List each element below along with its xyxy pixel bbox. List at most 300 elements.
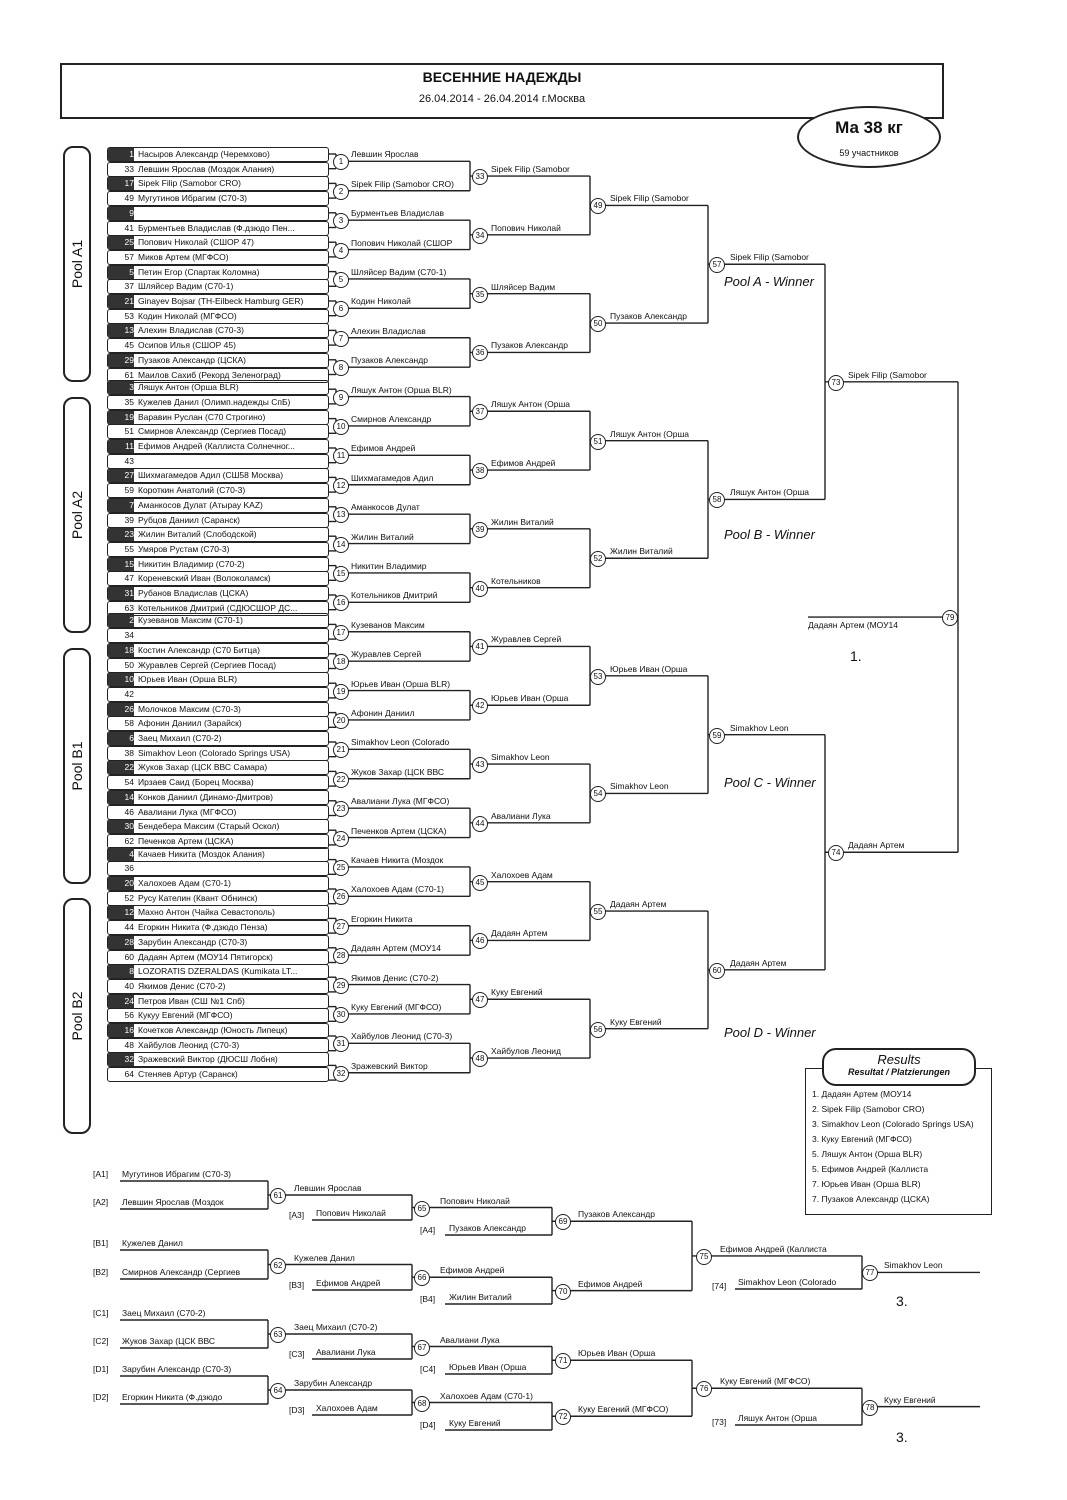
entry-name: Ginayev Bojsar (TH-Eilbeck Hamburg GER): [138, 296, 304, 306]
entry-row: [107, 395, 329, 410]
entry-seed: 41: [124, 222, 134, 233]
match-number-40: 40: [472, 581, 488, 597]
entry-row: [107, 483, 329, 498]
results-heading: [822, 1048, 976, 1086]
match-number-73: 73: [828, 375, 844, 391]
match-number-17: 17: [333, 625, 349, 641]
rep-drop2-name: Юрьев Иван (Орша: [449, 1362, 527, 1372]
entry-seed: 59: [124, 485, 134, 496]
round1-winner: Авалиани Лука (МГФСО): [351, 796, 450, 807]
match-number-60: 60: [709, 963, 725, 979]
rep-r4-winner: Ефимов Андрей (Каллиста: [720, 1243, 827, 1254]
round1-winner: Simakhov Leon (Colorado: [351, 737, 450, 748]
pool-b-winner-label: Pool B - Winner: [724, 527, 815, 542]
match-number-3: 3: [333, 213, 349, 229]
entry-row: [107, 716, 329, 731]
match-number-70: 70: [555, 1284, 571, 1300]
round2-winner: Дадаян Артем: [491, 928, 548, 939]
rep-seed-tag: [B2]: [93, 1267, 109, 1277]
entry-row: [107, 746, 329, 761]
match-number-25: 25: [333, 860, 349, 876]
entry-seed: 8: [108, 965, 134, 978]
match-number-14: 14: [333, 537, 349, 553]
rep-r2-winner: Авалиани Лука: [440, 1334, 500, 1345]
rep-drop-tag: [B3]: [289, 1280, 305, 1290]
round2-winner: Шляйсер Вадим: [491, 281, 556, 292]
match-number-67: 67: [414, 1340, 430, 1356]
match-number-4: 4: [333, 243, 349, 259]
rep-entry: Заец Михаил (С70-2): [122, 1308, 206, 1318]
event-date: 26.04.2014 - 26.04.2014 г.Москва: [418, 93, 586, 105]
match-number-72: 72: [555, 1409, 571, 1425]
entry-name: Кодин Николай (МГФСО): [138, 310, 237, 321]
entry-seed: 19: [108, 411, 134, 424]
entry-row: [107, 454, 329, 469]
match-number-32: 32: [333, 1066, 349, 1082]
entry-row: [107, 819, 329, 834]
round2-winner: Журавлев Сергей: [491, 634, 562, 645]
result-row: 5. Ефимов Андрей (Каллиста: [812, 1164, 929, 1174]
round1-winner: Шихмагамедов Адил: [351, 472, 434, 483]
round1-winner: Левшин Ярослав: [351, 149, 419, 160]
match-number-50: 50: [590, 316, 606, 332]
entry-row: [107, 338, 329, 353]
match-number-61: 61: [270, 1188, 286, 1204]
third-place-mark: 3.: [896, 1429, 908, 1445]
bronze-winner: Simakhov Leon: [884, 1260, 943, 1271]
first-place-mark: 1.: [850, 648, 862, 664]
round1-winner: Качаев Никита (Моздок: [351, 854, 444, 865]
rep-seed-tag: [D1]: [93, 1364, 109, 1374]
entry-seed: 22: [108, 761, 134, 774]
entry-name: Осипов Илья (СШОР 45): [138, 340, 236, 351]
entry-name: Попович Николай (СШОР 47): [138, 237, 254, 248]
round2-winner: Ляшук Антон (Орша: [491, 399, 570, 410]
entry-seed: 46: [124, 806, 134, 817]
entry-row: [107, 905, 329, 920]
match-number-10: 10: [333, 419, 349, 435]
rep-drop-name: Халохоев Адам: [316, 1403, 378, 1413]
entry-name: Жуков Захар (ЦСК ВВС Самара): [138, 762, 268, 773]
pool-b2: Pool B2: [63, 898, 91, 1134]
match-number-41: 41: [472, 639, 488, 655]
result-row: 2. Sipek Filip (Samobor CRO): [812, 1104, 925, 1114]
entry-name: Ляшук Антон (Орша BLR): [138, 382, 239, 393]
rep-drop-name: Попович Николай: [316, 1208, 386, 1218]
round1-winner: Журавлев Сергей: [351, 649, 422, 660]
rep-seed-tag: [A1]: [93, 1169, 109, 1179]
match-number-57: 57: [709, 257, 725, 273]
entry-row: [107, 1038, 329, 1053]
match-number-74: 74: [828, 845, 844, 861]
round1-winner: Афонин Даниил: [351, 707, 415, 718]
entry-name: Маилов Сахиб (Рекорд Зеленоград): [138, 369, 281, 380]
match-number-30: 30: [333, 1007, 349, 1023]
result-row: 1. Дадаян Артем (МОУ14: [812, 1089, 912, 1099]
entry-seed: 5: [108, 266, 134, 279]
entry-row: [107, 323, 329, 338]
rep-drop2-name: Куку Евгений: [449, 1418, 501, 1428]
rep-entry: Жуков Захар (ЦСК ВВС: [122, 1336, 216, 1346]
rep-drop-tag: [A3]: [289, 1210, 305, 1220]
rep-drop-tag: [D3]: [289, 1405, 305, 1415]
entry-name: Афонин Даниил (Зарайск): [138, 718, 242, 729]
match-number-20: 20: [333, 713, 349, 729]
round1-winner: Алехин Владислав: [351, 325, 426, 336]
entry-name: Бурментьев Владислав (Ф.дзюдо Пен...: [138, 222, 295, 233]
round1-winner: Попович Николай (СШОР: [351, 237, 453, 248]
match-number-26: 26: [333, 889, 349, 905]
entry-name: Авалиани Лука (МГФСО): [138, 806, 237, 817]
match-number-42: 42: [472, 698, 488, 714]
entry-row: [107, 380, 329, 395]
pool-a1: Pool A1: [63, 146, 91, 382]
entry-name: Юрьев Иван (Орша BLR): [138, 674, 238, 685]
entry-seed: 30: [108, 820, 134, 833]
match-number-27: 27: [333, 919, 349, 935]
entry-row: [107, 1008, 329, 1023]
entry-name: Ефимов Андрей (Каллиста Солнечног...: [138, 441, 295, 451]
entry-row: [107, 628, 329, 643]
entry-name: Рубанов Владислав (ЦСКА): [138, 588, 249, 598]
entry-name: Конков Даниил (Динамо-Дмитров): [138, 791, 273, 802]
entry-row: [107, 279, 329, 294]
match-number-43: 43: [472, 757, 488, 773]
round4-winner: Ляшук Антон (Орша: [730, 487, 809, 498]
round1-winner: Егоркин Никита: [351, 913, 413, 924]
match-number-19: 19: [333, 684, 349, 700]
match-number-47: 47: [472, 992, 488, 1008]
semifinal-winner: Дадаян Артем: [848, 840, 905, 851]
rep-seed-tag: [B1]: [93, 1238, 109, 1248]
match-number-2: 2: [333, 184, 349, 200]
entry-row: [107, 994, 329, 1009]
match-number-45: 45: [472, 875, 488, 891]
entry-seed: 14: [108, 791, 134, 804]
entry-row: [107, 935, 329, 950]
round3-winner: Sipek Filip (Samobor: [610, 193, 689, 204]
entry-name: Умяров Рустам (С70-3): [138, 543, 230, 554]
match-number-37: 37: [472, 404, 488, 420]
entry-row: [107, 586, 329, 601]
entry-seed: 13: [108, 324, 134, 337]
match-number-68: 68: [414, 1396, 430, 1412]
rep-entry: Смирнов Александр (Сергиев: [122, 1267, 241, 1277]
entry-name: Шляйсер Вадим (С70-1): [138, 281, 234, 292]
entry-seed: 33: [124, 163, 134, 174]
entry-name: Короткин Анатолий (С70-3): [138, 485, 246, 496]
match-number-28: 28: [333, 948, 349, 964]
entry-name: Кочетков Александр (Юность Липецк): [138, 1025, 288, 1035]
entry-row: [107, 513, 329, 528]
entry-row: [107, 468, 329, 483]
entry-name: Дадаян Артем (МОУ14 Пятигорск): [138, 951, 273, 962]
match-number-52: 52: [590, 551, 606, 567]
entry-seed: 53: [124, 310, 134, 321]
entry-name: Аманкосов Дулат (Атырау KAZ): [138, 499, 263, 510]
round3-winner: Жилин Виталий: [610, 546, 673, 557]
entry-row: [107, 571, 329, 586]
match-number-46: 46: [472, 933, 488, 949]
entry-name: Никитин Владимир (С70-2): [138, 558, 245, 569]
entry-row: [107, 1052, 329, 1067]
pool-c-winner-label: Pool C - Winner: [724, 775, 816, 790]
round2-winner: Юрьев Иван (Орша: [491, 693, 569, 704]
entry-seed: 3: [108, 381, 134, 394]
match-number-23: 23: [333, 801, 349, 817]
round1-winner: Хайбулов Леонид (С70-3): [351, 1031, 453, 1042]
round1-winner: Дадаян Артем (МОУ14: [351, 943, 441, 954]
entry-name: Левшин Ярослав (Моздок Алания): [138, 163, 275, 174]
rep-r1-winner: Зарубин Александр: [294, 1378, 373, 1388]
entry-seed: 43: [124, 455, 134, 466]
entry-name: Рубцов Даниил (Саранск): [138, 514, 240, 525]
entry-name: Алехин Владислав (С70-3): [138, 325, 244, 336]
entry-row: [107, 760, 329, 775]
entry-seed: 34: [124, 630, 134, 641]
rep-entry: Левшин Ярослав (Моздок: [122, 1197, 224, 1207]
round1-winner: Юрьев Иван (Орша BLR): [351, 678, 451, 689]
entry-row: [107, 439, 329, 454]
entry-row: [107, 658, 329, 673]
rep-r4-winner: Куку Евгений (МГФСО): [720, 1376, 811, 1387]
match-number-6: 6: [333, 301, 349, 317]
match-number-79: 79: [942, 610, 958, 626]
entry-seed: 37: [124, 281, 134, 292]
entry-row: [107, 1067, 329, 1082]
entry-seed: 60: [124, 951, 134, 962]
match-number-44: 44: [472, 816, 488, 832]
match-number-66: 66: [414, 1270, 430, 1286]
match-number-64: 64: [270, 1383, 286, 1399]
entry-seed: 55: [124, 543, 134, 554]
result-row: 5. Ляшук Антон (Орша BLR): [812, 1149, 923, 1159]
entry-name: Кузеванов Максим (С70-1): [138, 615, 243, 626]
entry-row: [107, 221, 329, 236]
entry-row: [107, 805, 329, 820]
rep-cross-tag: [74]: [712, 1281, 727, 1291]
entry-name: Жилин Виталий (Слободской): [138, 529, 257, 540]
entry-row: [107, 176, 329, 191]
entry-name: Егоркин Никита (Ф.дзюдо Пенза): [138, 922, 268, 933]
round3-winner: Ляшук Антон (Орша: [610, 428, 689, 439]
entry-row: [107, 731, 329, 746]
bronze-winner: Куку Евгений: [884, 1394, 936, 1405]
entry-row: [107, 191, 329, 206]
entry-seed: 64: [124, 1069, 134, 1080]
entry-row: [107, 353, 329, 368]
entry-name: Молочков Максим (С70-3): [138, 703, 241, 714]
entry-row: [107, 294, 329, 309]
entry-seed: 9: [108, 207, 134, 220]
participant-count: 59 участников: [839, 148, 899, 158]
match-number-8: 8: [333, 360, 349, 376]
entry-row: [107, 542, 329, 557]
results-table: [805, 1068, 992, 1215]
match-number-54: 54: [590, 786, 606, 802]
pool-a2: Pool A2: [63, 397, 91, 633]
entry-row: [107, 920, 329, 935]
round2-winner: Котельников: [491, 575, 541, 586]
entry-seed: 49: [124, 193, 134, 204]
entry-seed: 45: [124, 340, 134, 351]
entry-name: Кукуу Евгений (МГФСО): [138, 1010, 233, 1021]
entry-seed: 15: [108, 558, 134, 571]
round1-winner: Бурментьев Владислав: [351, 208, 444, 219]
entry-row: [107, 672, 329, 687]
entry-seed: 63: [124, 602, 134, 613]
match-number-31: 31: [333, 1036, 349, 1052]
rep-r3-winner: Ефимов Андрей: [578, 1278, 643, 1289]
rep-r1-winner: Заец Михаил (С70-2): [294, 1322, 378, 1332]
entry-seed: 17: [108, 177, 134, 190]
entry-name: Печенков Артем (ЦСКА): [138, 835, 234, 846]
entry-row: [107, 861, 329, 876]
rep-r2-winner: Попович Николай: [440, 1195, 510, 1206]
entry-name: Русу Кателин (Квант Обнинск): [138, 892, 258, 903]
entry-row: [107, 265, 329, 280]
match-number-69: 69: [555, 1214, 571, 1230]
entry-seed: 10: [108, 673, 134, 686]
semifinal-winner: Sipek Filip (Samobor: [848, 369, 927, 380]
entry-row: [107, 891, 329, 906]
entry-name: LOZORATIS DZERALDAS (Kumikata LT...: [138, 966, 298, 977]
match-number-34: 34: [472, 228, 488, 244]
entry-seed: 50: [124, 659, 134, 670]
entry-seed: 28: [108, 936, 134, 949]
rep-entry: Мугутинов Ибрагим (С70-3): [122, 1169, 232, 1179]
entry-name: Петин Егор (Спартак Коломна): [138, 266, 260, 277]
entry-seed: 12: [108, 906, 134, 919]
rep-drop2-tag: [C4]: [420, 1364, 436, 1374]
round1-winner: Кодин Николай: [351, 296, 411, 307]
match-number-13: 13: [333, 507, 349, 523]
match-number-39: 39: [472, 522, 488, 538]
round2-winner: Попович Николай: [491, 222, 561, 233]
entry-row: [107, 424, 329, 439]
entry-row: [107, 613, 329, 628]
match-number-33: 33: [472, 169, 488, 185]
rep-drop-tag: [C3]: [289, 1349, 305, 1359]
match-number-49: 49: [590, 198, 606, 214]
round1-winner: Ляшук Антон (Орша BLR): [351, 384, 452, 395]
entry-seed: 58: [124, 718, 134, 729]
rep-entry: Зарубин Александр (С70-3): [122, 1364, 232, 1374]
entry-seed: 51: [124, 426, 134, 437]
entry-name: Кужелев Данил (Олимп.надежды СпБ): [138, 396, 291, 407]
match-number-11: 11: [333, 448, 349, 464]
final-winner: Дадаян Артем (МОУ14: [808, 620, 898, 630]
entry-seed: 31: [108, 587, 134, 600]
round2-winner: Simakhov Leon: [491, 752, 550, 763]
rep-entry: Кужелев Данил: [122, 1238, 183, 1248]
rep-seed-tag: [A2]: [93, 1197, 109, 1207]
entry-seed: 29: [108, 354, 134, 367]
entry-seed: 16: [108, 1024, 134, 1037]
match-number-62: 62: [270, 1258, 286, 1274]
round1-winner: Sipek Filip (Samobor CRO): [351, 178, 454, 189]
match-number-75: 75: [696, 1249, 712, 1265]
entry-row: [107, 687, 329, 702]
entry-name: Simakhov Leon (Colorado Springs USA): [138, 747, 291, 758]
rep-r3-winner: Куку Евгений (МГФСО): [578, 1404, 669, 1415]
entry-name: Варавин Руслан (С70 Строгино): [138, 411, 266, 422]
round3-winner: Юрьев Иван (Орша: [610, 663, 688, 674]
match-number-1: 1: [333, 154, 349, 170]
match-number-7: 7: [333, 331, 349, 347]
match-number-35: 35: [472, 287, 488, 303]
entry-seed: 47: [124, 573, 134, 584]
entry-seed: 1: [108, 148, 134, 161]
entry-seed: 38: [124, 747, 134, 758]
entry-name: Костин Александр (С70 Битца): [138, 644, 260, 655]
round1-winner: Жуков Захар (ЦСК ВВС: [351, 766, 445, 777]
entry-name: Миков Артем (МГФСО): [138, 251, 229, 262]
rep-drop2-tag: [A4]: [420, 1225, 436, 1235]
match-number-24: 24: [333, 831, 349, 847]
match-number-78: 78: [862, 1400, 878, 1416]
entry-row: [107, 790, 329, 805]
round3-winner: Пузаков Александр: [610, 311, 687, 322]
match-number-36: 36: [472, 345, 488, 361]
entry-seed: 18: [108, 644, 134, 657]
round1-winner: Якимов Денис (С70-2): [351, 972, 439, 983]
match-number-38: 38: [472, 463, 488, 479]
rep-r1-winner: Левшин Ярослав: [294, 1183, 362, 1193]
entry-row: [107, 1023, 329, 1038]
entry-seed: 6: [108, 732, 134, 745]
entry-name: Sipek Filip (Samobor CRO): [138, 178, 241, 189]
result-row: 7. Юрьев Иван (Орша BLR): [812, 1179, 921, 1189]
entry-name: Журавлев Сергей (Сергиев Посад): [138, 659, 277, 670]
rep-drop2-name: Жилин Виталий: [449, 1292, 512, 1302]
match-number-59: 59: [709, 728, 725, 744]
entry-seed: 25: [108, 236, 134, 249]
rep-r1-winner: Кужелев Данил: [294, 1252, 355, 1263]
match-number-76: 76: [696, 1381, 712, 1397]
entry-row: [107, 309, 329, 324]
entry-seed: 27: [108, 469, 134, 482]
match-number-51: 51: [590, 434, 606, 450]
entry-seed: 2: [108, 614, 134, 627]
entry-name: Кореневский Иван (Волоколамск): [138, 573, 271, 584]
round1-winner: Кузеванов Максим: [351, 619, 425, 630]
match-number-16: 16: [333, 595, 349, 611]
round1-winner: Никитин Владимир: [351, 560, 427, 571]
entry-seed: 42: [124, 688, 134, 699]
round1-winner: Зражевский Виктор: [351, 1060, 428, 1071]
entry-row: [107, 979, 329, 994]
match-number-22: 22: [333, 772, 349, 788]
pool-b1: Pool B1: [63, 648, 91, 884]
entry-name: Стеняев Артур (Саранск): [138, 1069, 238, 1080]
entry-name: Бендебера Максим (Старый Оскол): [138, 821, 280, 832]
third-place-mark: 3.: [896, 1293, 908, 1309]
round1-winner: Шляйсер Вадим (С70-1): [351, 266, 447, 277]
round4-winner: Дадаян Артем: [730, 957, 787, 968]
entry-name: Ирзаев Саид (Борец Москва): [138, 777, 254, 788]
entry-name: Мугутинов Ибрагим (С70-3): [138, 193, 248, 204]
rep-cross-tag: [73]: [712, 1417, 727, 1427]
entry-name: Хайбулов Леонид (С70-3): [138, 1039, 240, 1050]
result-row: 3. Куку Евгений (МГФСО): [812, 1134, 912, 1144]
match-number-53: 53: [590, 669, 606, 685]
round2-winner: Sipek Filip (Samobor: [491, 164, 570, 175]
entry-seed: 48: [124, 1039, 134, 1050]
entry-seed: 35: [124, 396, 134, 407]
entry-row: [107, 702, 329, 717]
entry-row: [107, 876, 329, 891]
